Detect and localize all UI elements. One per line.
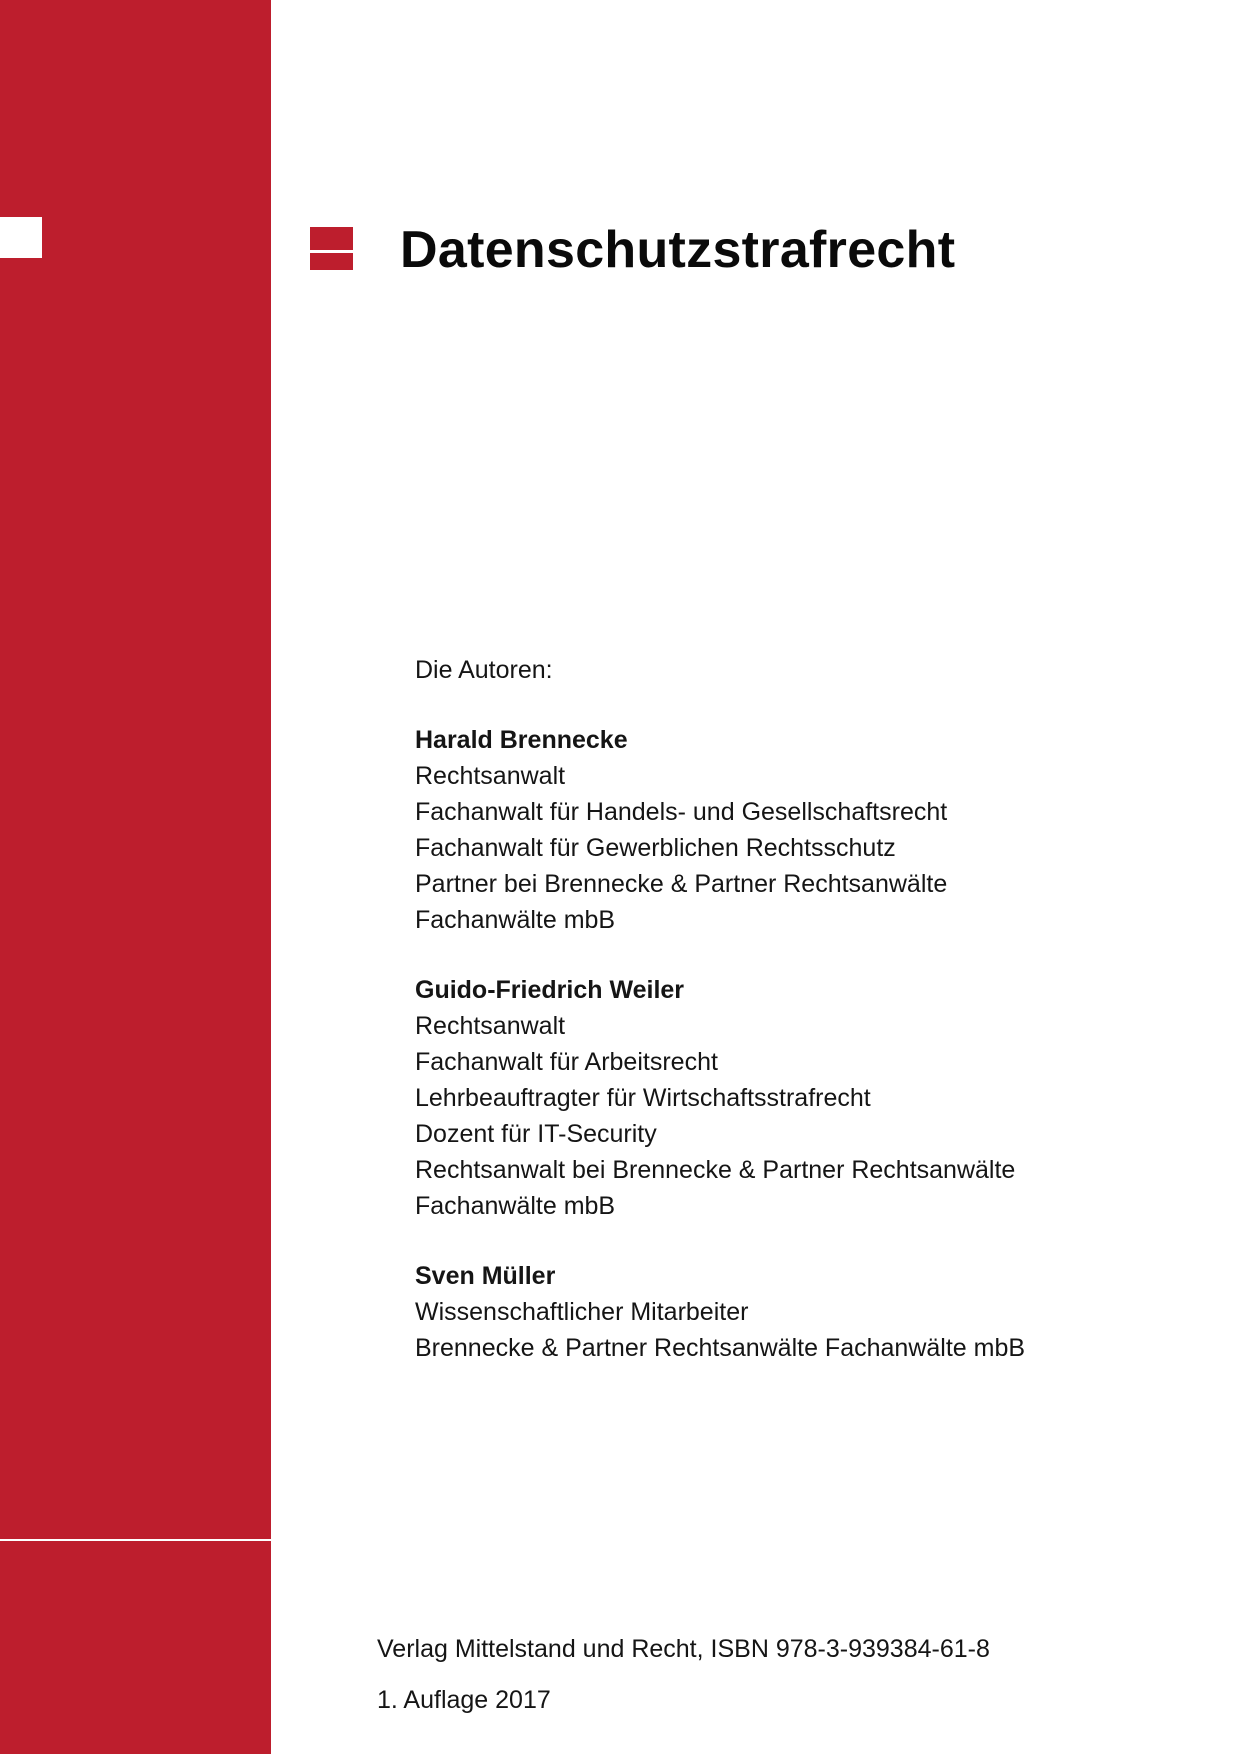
author-name: Sven Müller [415, 1262, 556, 1290]
author-block [415, 972, 1215, 1224]
title-marker-icon [310, 227, 353, 270]
title-marker-gap [310, 250, 353, 253]
authors-intro: Die Autoren: [415, 656, 553, 684]
author-role: Rechtsanwalt [415, 1012, 566, 1040]
author-name: Guido-Friedrich Weiler [415, 976, 685, 1004]
publisher-isbn-line: Verlag Mittelstand und Recht, ISBN 978-3-939384-61-8 [377, 1635, 990, 1663]
author-block [415, 1258, 1215, 1366]
author-role: Fachanwälte mbB [415, 1192, 616, 1220]
author-role: Rechtsanwalt bei Brennecke & Partner Rechtsanwälte [415, 1156, 1016, 1184]
author-block [415, 722, 1215, 938]
side-color-band [0, 0, 271, 1754]
author-role: Partner bei Brennecke & Partner Rechtsanwälte [415, 870, 948, 898]
band-divider-line [0, 1539, 271, 1541]
author-role: Brennecke & Partner Rechtsanwälte Fachanwälte mbB [415, 1334, 1026, 1362]
authors-section [415, 652, 1215, 1400]
author-role: Fachanwalt für Arbeitsrecht [415, 1048, 718, 1076]
edition-line: 1. Auflage 2017 [377, 1686, 551, 1714]
author-name: Harald Brennecke [415, 726, 628, 754]
author-role: Fachanwälte mbB [415, 906, 616, 934]
band-square-mark [0, 217, 42, 258]
author-role: Lehrbeauftragter für Wirtschaftsstrafrecht [415, 1084, 871, 1112]
author-role: Rechtsanwalt [415, 762, 566, 790]
author-role: Dozent für IT-Security [415, 1120, 657, 1148]
author-role: Wissenschaftlicher Mitarbeiter [415, 1298, 749, 1326]
author-role: Fachanwalt für Gewerblichen Rechtsschutz [415, 834, 896, 862]
page-title: Datenschutzstrafrecht [400, 221, 956, 279]
author-role: Fachanwalt für Handels- und Gesellschaftsrecht [415, 798, 948, 826]
